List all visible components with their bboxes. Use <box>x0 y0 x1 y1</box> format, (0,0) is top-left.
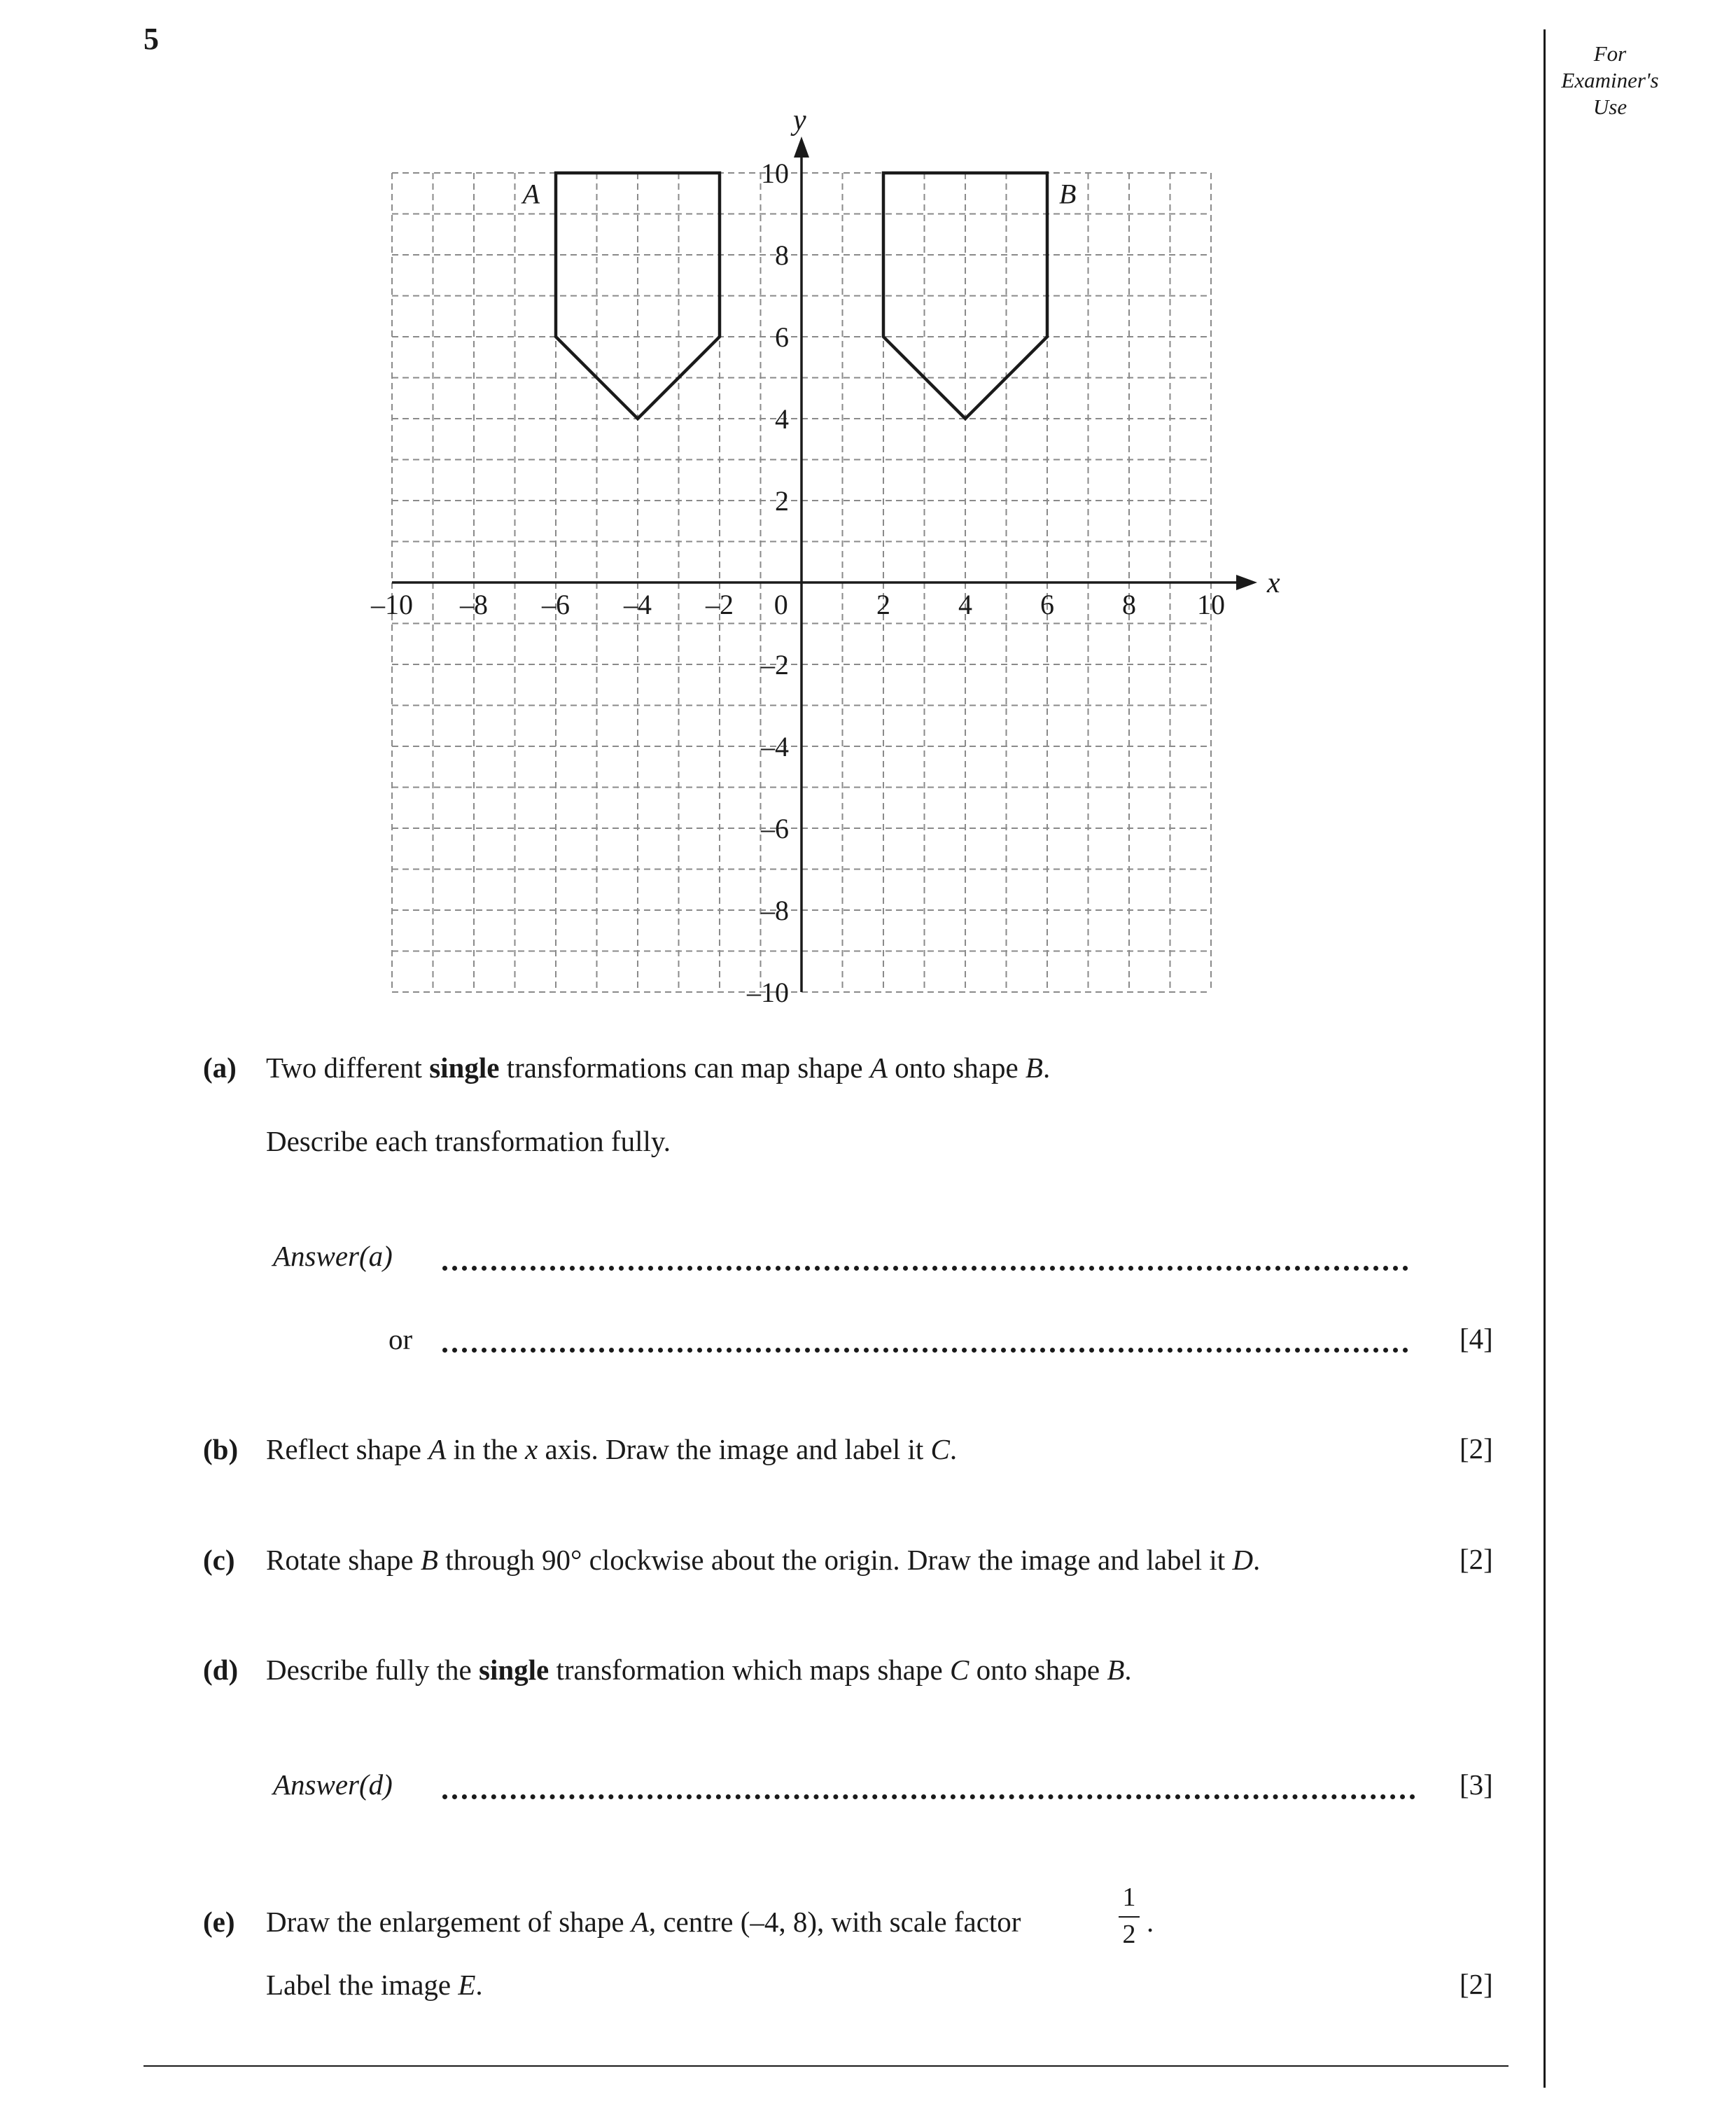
question-e-line2 <box>266 1967 483 2002</box>
y-axis-arrow <box>794 137 809 158</box>
q-e-line2-pre: Label the image <box>266 1969 458 2001</box>
question-d <box>203 1652 238 1687</box>
y-tick-label: –10 <box>747 977 789 1008</box>
y-tick-label: –2 <box>761 649 789 680</box>
x-tick-label: –2 <box>706 589 734 620</box>
y-tick-label: 8 <box>775 239 789 271</box>
q-d-shape2: B <box>1107 1654 1125 1686</box>
answer-a-or: or <box>388 1323 413 1355</box>
q-c-shape: B <box>420 1544 438 1576</box>
q-a-mid: onto shape <box>887 1052 1026 1084</box>
q-e-end: . <box>1147 1906 1154 1938</box>
answer-d-label: Answer(d) <box>273 1768 393 1801</box>
examiner-line-1: For <box>1593 41 1627 66</box>
y-axis-label: y <box>793 104 806 137</box>
q-c-image: D <box>1232 1544 1254 1576</box>
question-c-label: (c) <box>203 1544 235 1576</box>
q-b-image: C <box>930 1433 950 1465</box>
q-a-post: transformations can map shape <box>499 1052 870 1084</box>
answer-a-label: Answer(a) <box>273 1240 393 1272</box>
answer-d-line[interactable] <box>442 1794 1415 1799</box>
q-c-pre: Rotate shape <box>266 1544 421 1576</box>
q-e-pre: Draw the enlargement of shape <box>266 1906 631 1938</box>
question-c <box>203 1542 235 1577</box>
answer-a-line-2[interactable] <box>442 1348 1408 1353</box>
q-a-pre: Two different <box>266 1052 430 1084</box>
examiner-line-3: Use <box>1592 95 1628 119</box>
q-b-axis: x <box>525 1433 538 1465</box>
x-tick-label: 4 <box>958 589 972 620</box>
y-tick-label: 4 <box>775 403 789 435</box>
q-d-mid2: onto shape <box>969 1654 1107 1686</box>
marks-c: [2] <box>1460 1543 1493 1575</box>
coordinate-grid <box>0 0 1736 1022</box>
x-tick-label: –10 <box>371 589 413 620</box>
x-tick-label: 10 <box>1197 589 1225 620</box>
q-a-bold: single <box>429 1052 500 1084</box>
scale-factor-bar <box>1119 1916 1140 1918</box>
bottom-rule <box>144 2065 1508 2067</box>
question-a-label: (a) <box>203 1052 237 1084</box>
y-tick-label: –4 <box>761 731 789 762</box>
q-b-end: . <box>949 1433 958 1465</box>
q-e-post: , centre (–4, 8), with scale factor <box>648 1906 1021 1938</box>
question-a <box>203 1050 237 1085</box>
scale-factor-denominator: 2 <box>1122 1920 1136 1949</box>
shape-label-b: B <box>1059 178 1077 210</box>
q-a-end: . <box>1042 1052 1051 1084</box>
page-number: 5 <box>144 22 159 56</box>
question-c-text <box>266 1542 1260 1577</box>
q-b-post: axis. Draw the image and label it <box>538 1433 931 1465</box>
question-a-line2: Describe each transformation fully. <box>266 1125 671 1157</box>
question-d-text <box>266 1652 1132 1687</box>
q-a-shape2: B <box>1025 1052 1043 1084</box>
question-e <box>203 1904 235 1939</box>
q-b-shape: A <box>428 1433 447 1465</box>
origin-label: 0 <box>774 589 788 620</box>
marks-e: [2] <box>1460 1968 1493 2000</box>
q-d-mid: transformation which maps shape <box>549 1654 950 1686</box>
y-tick-label: 10 <box>761 158 789 189</box>
question-b-text <box>266 1432 957 1467</box>
marks-a: [4] <box>1460 1322 1493 1355</box>
question-e-text <box>266 1904 1021 1939</box>
scale-factor-numerator: 1 <box>1122 1883 1136 1912</box>
examiner-line-2: Examiner's <box>1561 68 1659 92</box>
y-tick-label: 6 <box>775 321 789 353</box>
question-a-text <box>266 1050 1050 1085</box>
question-b-label: (b) <box>203 1433 239 1465</box>
q-d-shape1: C <box>949 1654 969 1686</box>
x-tick-label: –6 <box>542 589 570 620</box>
x-axis-label: x <box>1267 567 1280 599</box>
q-b-pre: Reflect shape <box>266 1433 429 1465</box>
x-axis-arrow <box>1236 575 1257 590</box>
q-d-bold: single <box>478 1654 550 1686</box>
q-c-post: through 90° clockwise about the origin. Draw the image and label it <box>438 1544 1233 1576</box>
shape-label-a: A <box>522 178 540 210</box>
x-tick-label: 6 <box>1040 589 1054 620</box>
x-tick-label: 8 <box>1122 589 1136 620</box>
y-tick-label: –8 <box>761 895 789 926</box>
question-d-label: (d) <box>203 1654 239 1686</box>
marks-d: [3] <box>1460 1768 1493 1801</box>
q-e-image: E <box>458 1969 476 2001</box>
q-a-shape1: A <box>869 1052 888 1084</box>
question-e-label: (e) <box>203 1906 235 1938</box>
q-d-pre: Describe fully the <box>266 1654 479 1686</box>
q-c-end: . <box>1253 1544 1261 1576</box>
x-tick-label: –4 <box>624 589 652 620</box>
x-tick-label: –8 <box>460 589 488 620</box>
q-e-line2-end: . <box>475 1969 483 2001</box>
y-tick-label: 2 <box>775 485 789 517</box>
q-d-end: . <box>1124 1654 1132 1686</box>
question-b <box>203 1432 238 1467</box>
x-tick-label: 2 <box>876 589 890 620</box>
y-tick-label: –6 <box>761 813 789 844</box>
answer-a-line-1[interactable] <box>442 1266 1408 1271</box>
q-e-shape: A <box>631 1906 649 1938</box>
q-b-mid: in the <box>446 1433 526 1465</box>
marks-b: [2] <box>1460 1432 1493 1465</box>
